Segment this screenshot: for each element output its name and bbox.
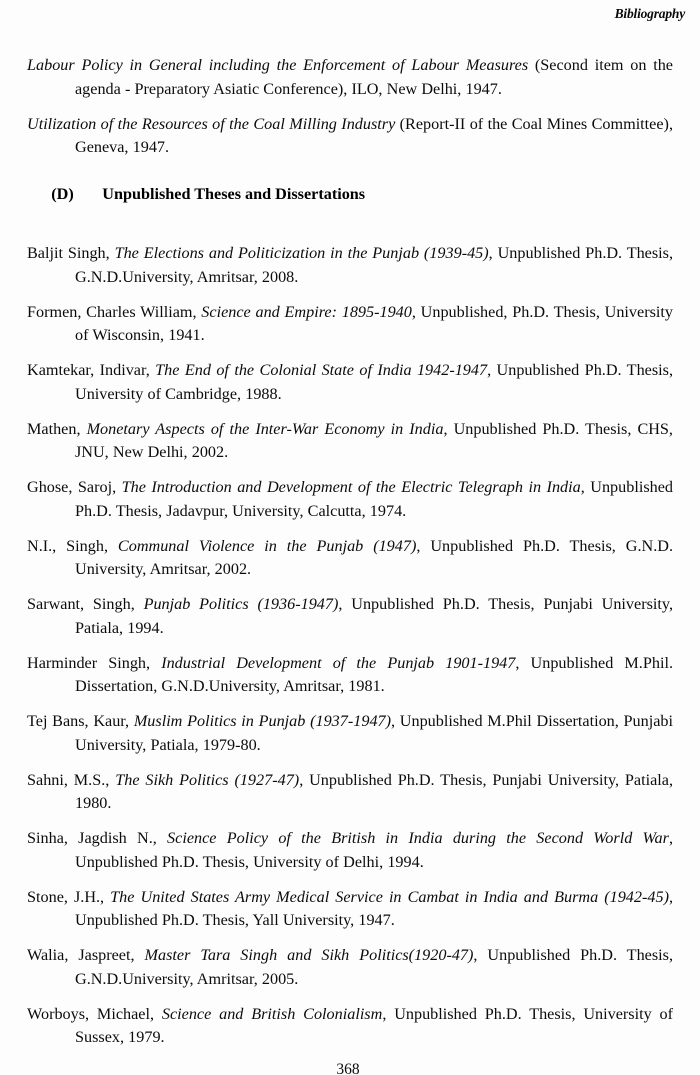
bibliography-entry	[27, 886, 673, 933]
entry-author: N.I., Singh,	[27, 536, 118, 555]
bibliography-entry	[27, 944, 673, 991]
entry-publication-info: , Unpublished Ph.D. Thesis, Punjabi University, Patiala, 1980.	[75, 770, 674, 812]
entry-publication-info: , Unpublished Ph.D. Thesis, G.N.D.University, Amritsar, 2008.	[75, 244, 674, 286]
entry-title: Labour Policy in General including the Enforcement of Labour Measures	[27, 56, 529, 74]
page-number: 368	[336, 1061, 360, 1075]
entry-title: Science and British Colonialism	[161, 1004, 383, 1023]
entry-author: Walia, Jaspreet,	[27, 946, 145, 964]
entry-publication-info: (Second item on the agenda - Preparatory Asiatic Conference), ILO, New Delhi, 1947.	[75, 56, 673, 98]
entry-author: Worboys, Michael,	[27, 1004, 162, 1023]
entry-publication-info: , Unpublished M.Phil Dissertation, Punjabi University, Patiala, 1979-80.	[75, 712, 673, 754]
entry-publication-info: , Unpublished, Ph.D. Thesis, University of Wisconsin, 1941.	[75, 302, 673, 344]
entry-title: The Introduction and Development of the Electric Telegraph in India	[121, 478, 581, 496]
page-content	[27, 54, 673, 1050]
entry-publication-info: , Unpublished Ph.D. Thesis, University of Cambridge, 1988.	[75, 361, 673, 403]
entry-title: Science and Empire: 1895-1940	[201, 302, 412, 321]
bibliography-entry	[27, 593, 673, 640]
entry-title: Utilization of the Resources of the Coal Milling Industry	[27, 114, 396, 133]
bibliography-entry-list	[27, 242, 673, 1050]
entry-author: Baljit Singh,	[27, 244, 115, 262]
entry-publication-info: (Report-II of the Coal Mines Committee), Geneva, 1947.	[75, 114, 673, 156]
entry-publication-info: , Unpublished M.Phil. Dissertation, G.N.D.University, Amritsar, 1981.	[75, 653, 673, 695]
entry-title: Muslim Politics in Punjab (1937-1947)	[133, 712, 392, 730]
entry-title: The Sikh Politics (1927-47)	[115, 770, 300, 789]
entry-title: Science Policy of the British in India during the Second World War	[167, 829, 669, 847]
bibliography-entry	[27, 113, 673, 160]
entry-title: The Elections and Politicization in the Punjab (1939-45)	[114, 244, 489, 262]
entry-title: Master Tara Singh and Sikh Politics(1920-47)	[144, 946, 474, 964]
entry-publication-info: , Unpublished Ph.D. Thesis, Jadavpur, University, Calcutta, 1974.	[75, 478, 673, 520]
entry-title: Industrial Development of the Punjab 1901-1947	[161, 653, 516, 672]
entry-author: Sinha, Jagdish N.,	[27, 829, 168, 847]
entry-author: Sarwant, Singh,	[27, 595, 144, 613]
entry-publication-info: , Unpublished Ph.D. Thesis, Punjabi University, Patiala, 1994.	[75, 595, 673, 637]
entry-author: Sahni, M.S.,	[27, 770, 116, 789]
bibliography-entry	[27, 769, 673, 816]
bibliography-entry	[27, 476, 673, 523]
entry-publication-info: , Unpublished Ph.D. Thesis, University of Delhi, 1994.	[75, 829, 673, 871]
entry-author: Stone, J.H.,	[27, 887, 111, 906]
entry-title: The End of the Colonial State of India 1942-1947	[155, 361, 488, 379]
entry-title: The United States Army Medical Service in Cambat in India and Burma (1942-45)	[110, 887, 669, 906]
bibliography-entry	[27, 1003, 673, 1050]
entry-author: Harminder Singh,	[27, 653, 162, 672]
entry-author: Tej Bans, Kaur,	[27, 712, 134, 730]
entry-title: Monetary Aspects of the Inter-War Economy in India	[86, 419, 444, 438]
entry-author: Mathen,	[27, 419, 87, 438]
bibliography-entry	[27, 54, 673, 101]
bibliography-entry	[27, 652, 673, 699]
bibliography-entry	[27, 827, 673, 874]
pre-section-entries	[27, 54, 673, 160]
entry-title: Communal Violence in the Punjab (1947)	[117, 536, 417, 555]
bibliography-entry	[27, 301, 673, 348]
bibliography-entry	[27, 535, 673, 582]
entry-author: Ghose, Saroj,	[27, 478, 122, 496]
bibliography-entry	[27, 418, 673, 465]
entry-publication-info: , Unpublished Ph.D. Thesis, CHS, JNU, New Delhi, 2002.	[75, 419, 673, 461]
section-title: Unpublished Theses and Dissertations	[102, 185, 366, 203]
section-heading	[27, 160, 673, 231]
bibliography-entry	[27, 710, 673, 757]
running-head: Bibliography	[614, 6, 685, 21]
entry-author: Kamtekar, Indivar,	[27, 361, 156, 379]
section-label: (D)	[51, 185, 74, 203]
bibliography-entry	[27, 242, 673, 289]
bibliography-entry	[27, 359, 673, 406]
entry-publication-info: , Unpublished Ph.D. Thesis, G.N.D. University, Amritsar, 2002.	[75, 536, 673, 578]
entry-publication-info: , Unpublished Ph.D. Thesis, University of Sussex, 1979.	[75, 1004, 673, 1046]
entry-publication-info: , Unpublished Ph.D. Thesis, G.N.D.University, Amritsar, 2005.	[75, 946, 673, 988]
entry-publication-info: , Unpublished Ph.D. Thesis, Yall University, 1947.	[75, 887, 674, 929]
entry-author: Formen, Charles William,	[27, 302, 202, 321]
entry-title: Punjab Politics (1936-1947)	[143, 595, 339, 613]
